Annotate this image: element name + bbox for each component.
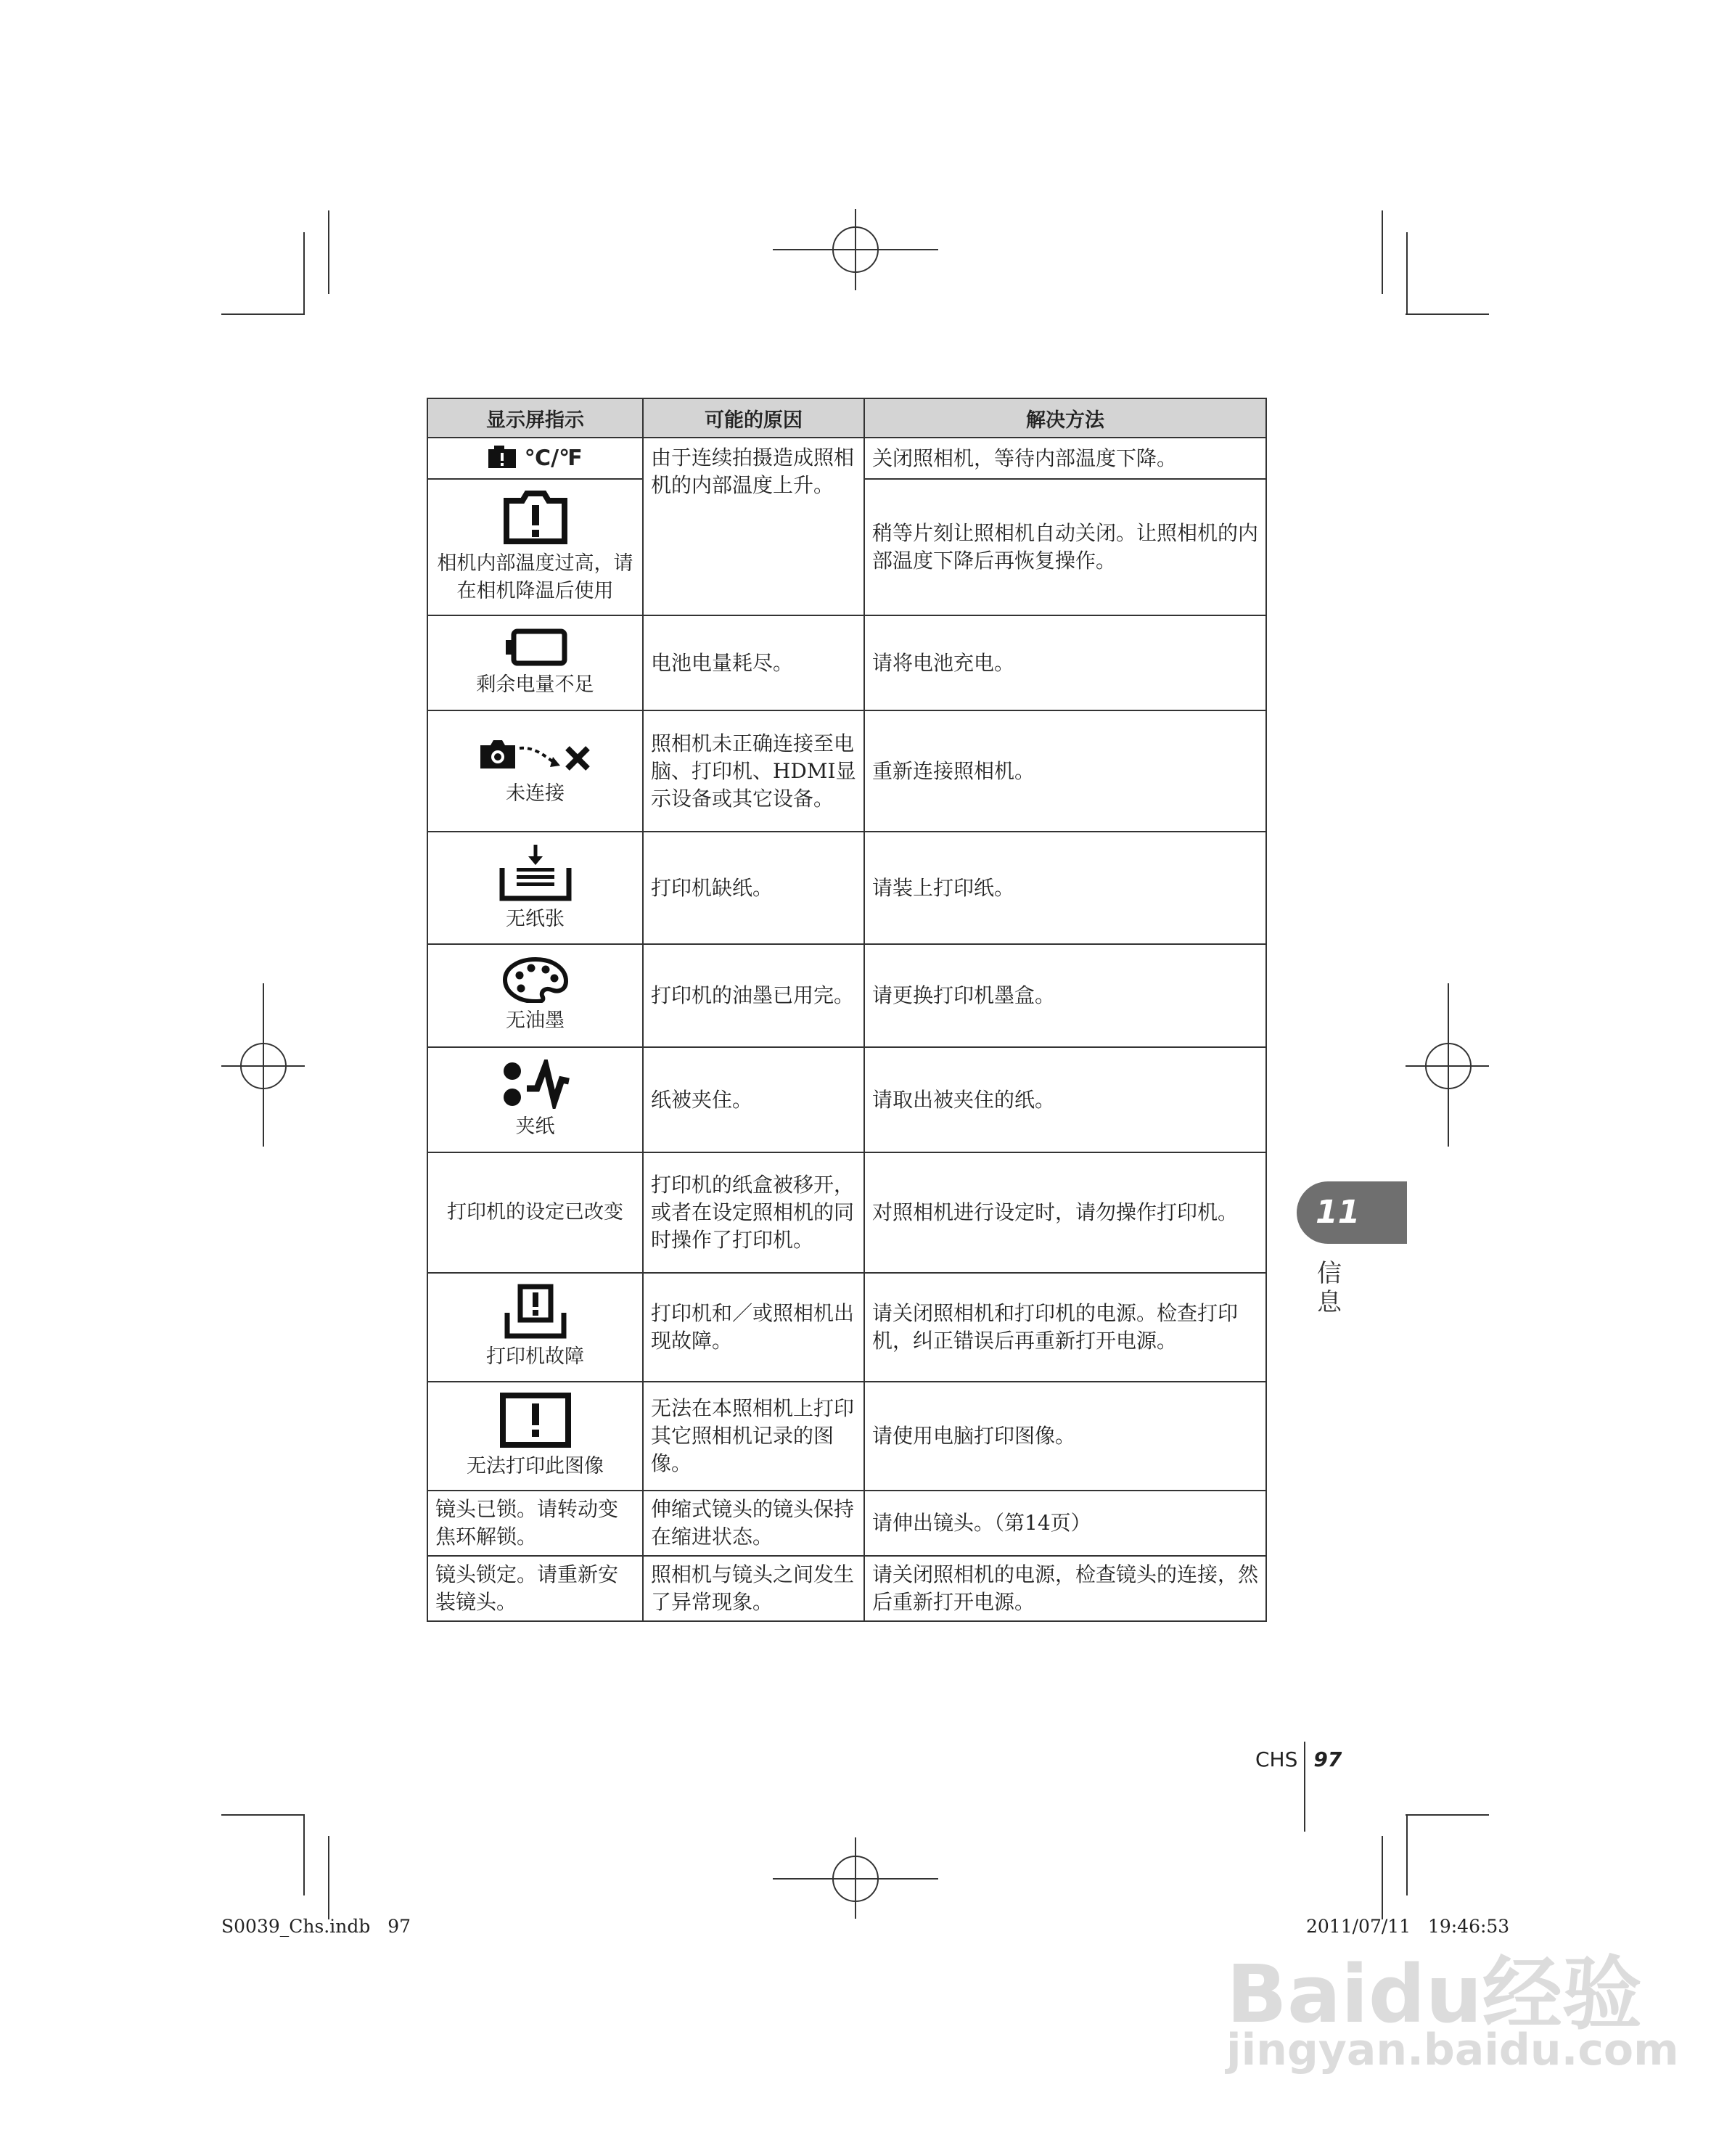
solution-cell: 关闭照相机，等待内部温度下降。 [864,438,1266,479]
error-message-table [427,398,1267,1622]
indicator-cell [427,1273,643,1382]
cause-cell: 打印机的油墨已用完。 [643,944,864,1047]
footer-file: S0039_Chs.indb 97 [221,1916,411,1937]
table-row [427,1491,1266,1556]
solution-cell: 请取出被夹住的纸。 [864,1047,1266,1152]
watermark-url: jingyan.baidu.com [1226,2025,1679,2075]
cause-cell: 照相机未正确连接至电脑、打印机、HDMI显示设备或其它设备。 [643,710,864,832]
ink-palette-icon [502,956,569,1003]
indicator-cell [427,710,643,832]
warning-icon [499,1392,572,1448]
table-row [427,1556,1266,1621]
cause-cell: 打印机缺纸。 [643,832,864,944]
solution-cell: 请关闭照相机的电源，检查镜头的连接，然后重新打开电源。 [864,1556,1266,1621]
indicator-cell [427,944,643,1047]
connection-lost-icon [477,735,594,776]
table-row [427,615,1266,710]
page-lang: CHS [1255,1747,1298,1771]
cause-cell: 打印机和／或照相机出现故障。 [643,1273,864,1382]
temperature-unit-label: ℃/℉ [524,446,583,471]
solution-cell: 请装上打印纸。 [864,832,1266,944]
indicator-cell: 镜头已锁。请转动变焦环解锁。 [427,1491,643,1556]
cause-cell: 照相机与镜头之间发生了异常现象。 [643,1556,864,1621]
solution-cell: 稍等片刻让照相机自动关闭。让照相机的内部温度下降后再恢复操作。 [864,479,1266,615]
header-indicator: 显示屏指示 [427,398,643,438]
solution-cell: 请使用电脑打印图像。 [864,1382,1266,1491]
battery-empty-icon [504,628,567,667]
watermark-logo: Baidu经验 [1226,1948,1642,2041]
cause-cell: 无法在本照相机上打印其它照相机记录的图像。 [643,1382,864,1491]
header-solution: 解决方法 [864,398,1266,438]
header-cause: 可能的原因 [643,398,864,438]
solution-cell: 对照相机进行设定时，请勿操作打印机。 [864,1152,1266,1273]
printer-error-icon [504,1284,567,1339]
table-row [427,438,1266,479]
table-row [427,1382,1266,1491]
indicator-cell: 打印机的设定已改变 [427,1152,643,1273]
indicator-cell [427,615,643,710]
indicator-cell [427,438,643,479]
indicator-cell [427,1047,643,1152]
indicator-label: 无油墨 [506,1009,565,1032]
table-row [427,1273,1266,1382]
indicator-label: 剩余电量不足 [476,673,594,696]
camera-heat-icon [488,444,517,469]
solution-cell: 请关闭照相机和打印机的电源。检查打印机，纠正错误后再重新打开电源。 [864,1273,1266,1382]
indicator-label: 未连接 [506,782,565,805]
indicator-cell [427,1382,643,1491]
indicator-cell [427,479,643,615]
solution-cell: 请伸出镜头。（第14页） [864,1491,1266,1556]
cause-cell: 纸被夹住。 [643,1047,864,1152]
table-row [427,832,1266,944]
table-row [427,944,1266,1047]
cause-cell: 伸缩式镜头的镜头保持在缩进状态。 [643,1491,864,1556]
solution-cell: 重新连接照相机。 [864,710,1266,832]
indicator-label: 打印机故障 [486,1345,584,1368]
solution-cell: 请将电池充电。 [864,615,1266,710]
page-number [1255,1747,1342,1771]
table-row [427,1152,1266,1273]
page-number-value: 97 [1313,1747,1342,1771]
no-paper-icon [498,843,573,901]
paper-jam-icon [501,1059,570,1109]
table-header-row [427,398,1266,438]
chapter-tab[interactable]: 11 [1297,1181,1407,1244]
chapter-label: 信息 [1317,1259,1342,1317]
indicator-label: 相机内部温度过高，请在相机降温后使用 [437,552,633,602]
indicator-label: 无法打印此图像 [467,1455,604,1477]
cause-cell: 由于连续拍摄造成照相机的内部温度上升。 [643,438,864,615]
camera-warning-icon [502,489,569,546]
indicator-cell [427,832,643,944]
cause-cell: 打印机的纸盒被移开，或者在设定照相机的同时操作了打印机。 [643,1152,864,1273]
solution-cell: 请更换打印机墨盒。 [864,944,1266,1047]
table-row [427,710,1266,832]
footer-timestamp: 2011/07/11 19:46:53 [1306,1916,1510,1937]
table-row [427,1047,1266,1152]
indicator-label: 无纸张 [506,907,565,930]
indicator-cell: 镜头锁定。请重新安装镜头。 [427,1556,643,1621]
indicator-label: 夹纸 [515,1115,555,1138]
cause-cell: 电池电量耗尽。 [643,615,864,710]
